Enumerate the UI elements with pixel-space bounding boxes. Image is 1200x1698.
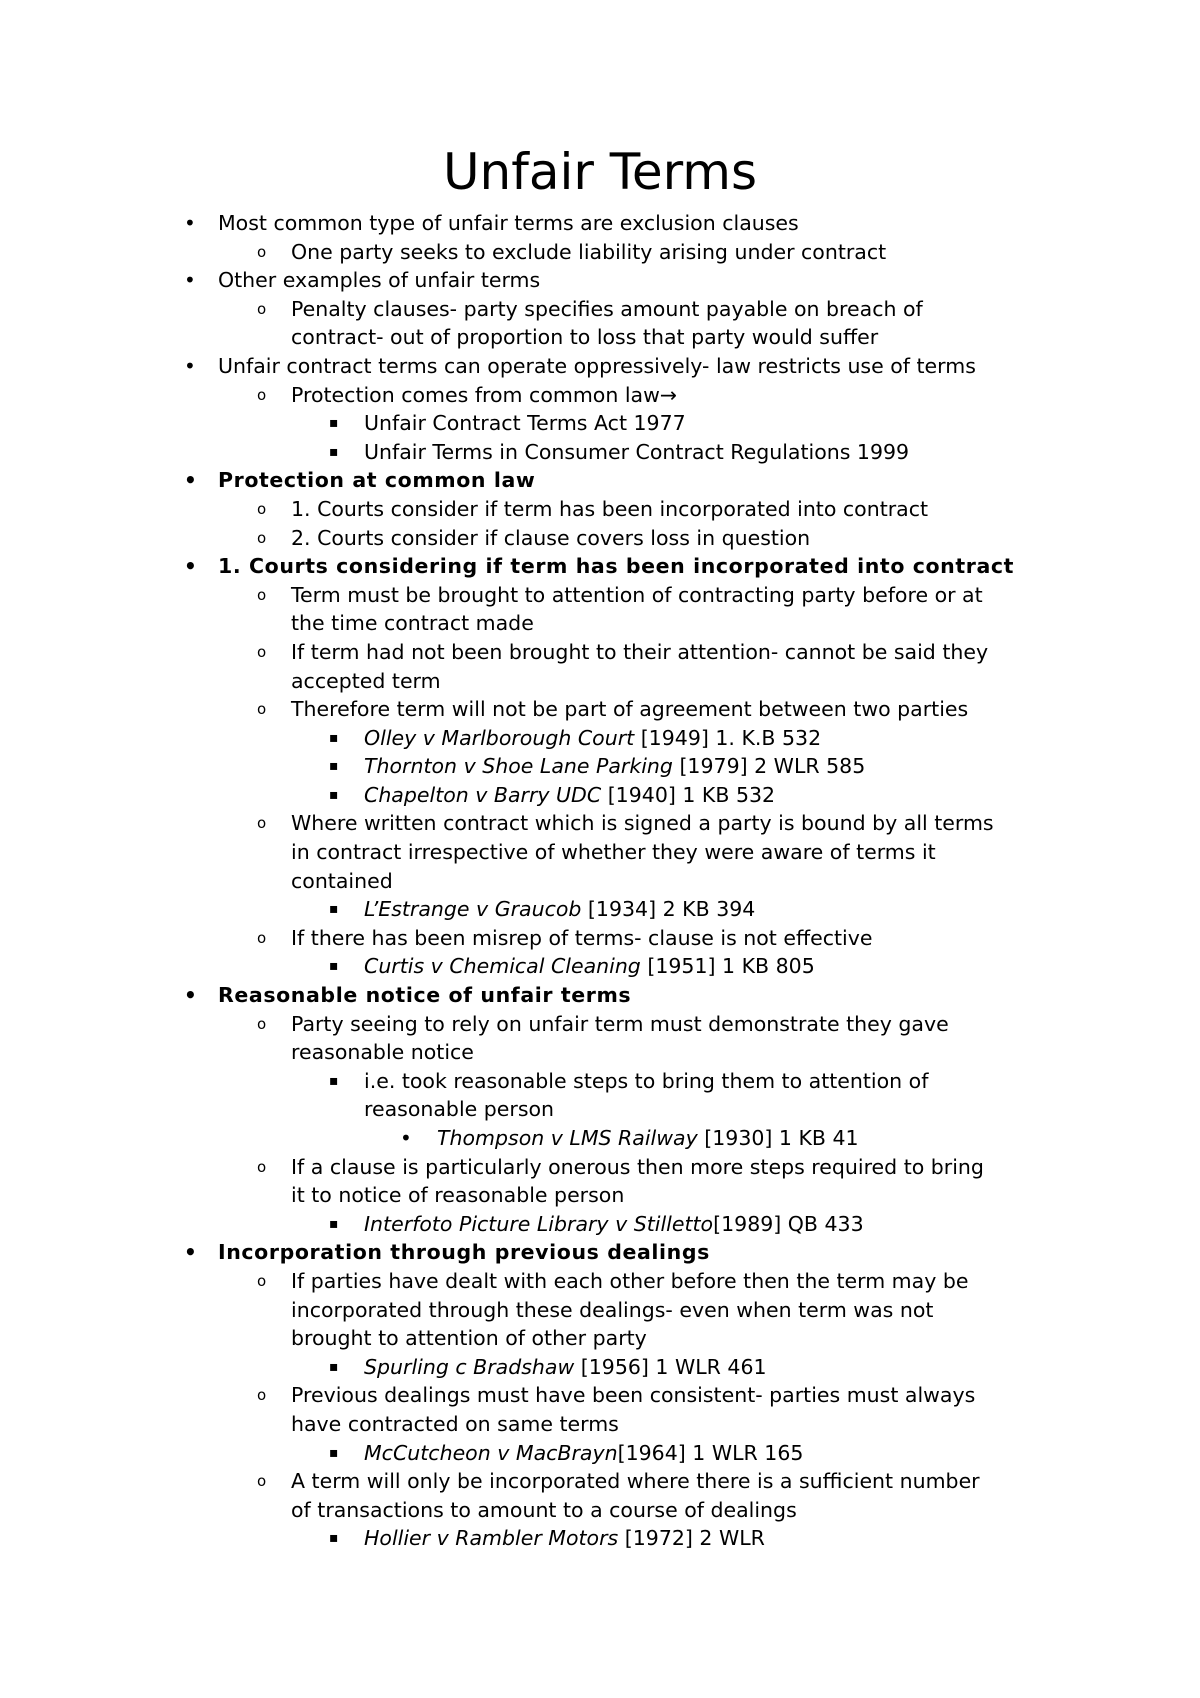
list-item [0,381,1200,410]
case-citation: [1979] 2 WLR 585 [672,754,866,779]
bullet-marker: o [257,1157,267,1176]
item-text: have contracted on same terms [291,1411,619,1436]
item-text: brought to attention of other party [291,1326,647,1351]
list-item [0,1067,1200,1124]
bullet-marker: • [184,353,196,378]
case-name: Chapelton v Barry UDC [364,782,602,807]
item-text: Previous dealings must have been consistent- parties must always [291,1383,976,1408]
bullet-marker: o [257,242,267,261]
bullet-marker: ▪ [329,1530,339,1547]
item-text: accepted term [291,668,441,693]
case-name: L’Estrange v Graucob [364,897,582,922]
list-item [0,1124,1200,1153]
bullet-marker: o [257,1472,267,1491]
bullet-marker: ▪ [329,415,339,432]
bullet-marker: ▪ [329,729,339,746]
item-text: incorporated through these dealings- even when term was not [291,1297,934,1322]
bullet-marker: o [257,585,267,604]
item-text: Penalty clauses- party specifies amount payable on breach of [291,296,923,321]
bullet-marker: o [257,499,267,518]
list-item [0,952,1200,981]
bullet-marker: o [257,1271,267,1290]
item-text: Unfair Contract Terms Act 1977 [364,411,686,436]
bullet-marker: ▪ [329,958,339,975]
list-item [0,1210,1200,1239]
bullet-marker: o [257,700,267,719]
list-item [0,1524,1200,1553]
case-citation: [1940] 1 KB 532 [601,782,776,807]
list-item [0,524,1200,553]
list-item [0,981,1200,1010]
item-text: If there has been misrep of terms- clause is not effective [291,925,873,950]
case-name: Thornton v Shoe Lane Parking [364,754,673,779]
item-text: Protection at common law [218,468,536,493]
bullet-marker: ▪ [329,786,339,803]
bullet-marker: • [184,554,198,579]
bullet-marker: • [184,983,198,1008]
item-text: contained [291,868,393,893]
bullet-marker: • [400,1126,412,1150]
list-item [0,752,1200,781]
list-item [0,924,1200,953]
list-item [0,809,1200,895]
item-text: Where written contract which is signed a party is bound by all terms [291,811,994,836]
item-text: i.e. took reasonable steps to bring them to attention of [364,1068,929,1093]
item-text: A term will only be incorporated where there is a sufficient number [291,1469,980,1494]
bullet-marker: • [184,268,196,293]
bullet-marker: ▪ [329,1444,339,1461]
bullet-marker: o [257,642,267,661]
case-citation: [1930] 1 KB 41 [697,1126,859,1150]
item-text: Incorporation through previous dealings [218,1240,710,1265]
case-citation: [1956] 1 WLR 461 [574,1354,767,1379]
bullet-marker: • [184,468,198,493]
list-item [0,695,1200,724]
list-item [0,266,1200,295]
item-text: it to notice of reasonable person [291,1183,625,1208]
list-item [0,581,1200,638]
list-item [0,238,1200,267]
item-text: If parties have dealt with each other before then the term may be [291,1268,969,1293]
item-text: reasonable notice [291,1040,474,1065]
case-name: Curtis v Chemical Cleaning [364,954,641,979]
list-item [0,409,1200,438]
list-item [0,295,1200,352]
page-title: Unfair Terms [442,143,758,201]
bullet-marker: ▪ [329,901,339,918]
list-item [0,466,1200,495]
item-text: 1. Courts consider if term has been incorporated into contract [291,496,929,521]
item-text: If term had not been brought to their attention- cannot be said they [291,639,989,664]
list-item [0,895,1200,924]
item-text: Unfair contract terms can operate oppressively- law restricts use of terms [218,353,976,378]
list-item [0,638,1200,695]
list-item [0,1467,1200,1524]
bullet-marker: o [257,528,267,547]
case-name: Olley v Marlborough Court [364,725,635,750]
case-name: Hollier v Rambler Motors [364,1526,619,1551]
bullet-marker: ▪ [329,1072,339,1089]
bullet-marker: ▪ [329,443,339,460]
case-name: McCutcheon v MacBrayn [364,1440,618,1465]
list-item [0,781,1200,810]
bullet-marker: o [257,1014,267,1033]
bullet-marker: ▪ [329,1215,339,1232]
item-text: If a clause is particularly onerous then more steps required to bring [291,1154,984,1179]
list-item [0,1381,1200,1438]
item-text: Term must be brought to attention of contracting party before or at [291,582,983,607]
list-item [0,1353,1200,1382]
item-text: Protection comes from common law→ [291,382,678,407]
bullet-marker: • [184,1240,198,1265]
item-text: Other examples of unfair terms [218,268,541,293]
item-text: of transactions to amount to a course of dealings [291,1497,797,1522]
bullet-marker: • [184,211,196,235]
item-text: in contract irrespective of whether they were aware of terms it [291,840,936,865]
case-citation: [1964] 1 WLR 165 [617,1440,804,1465]
bullet-marker: ▪ [329,758,339,775]
bullet-marker: o [257,814,267,833]
list-item [0,724,1200,753]
list-item [0,209,1200,238]
item-text: 2. Courts consider if clause covers loss in question [291,525,811,550]
item-text: Party seeing to rely on unfair term must demonstrate they gave [291,1011,949,1036]
case-citation: [1949] 1. K.B 532 [634,725,822,750]
item-text: 1. Courts considering if term has been incorporated into contract [218,554,1015,579]
bullet-marker: ▪ [329,1358,339,1375]
list-item [0,1439,1200,1468]
item-text: Unfair Terms in Consumer Contract Regulations 1999 [364,439,910,464]
bullet-marker: o [257,299,267,318]
notes-list [0,209,1200,1553]
item-text: Therefore term will not be part of agreement between two parties [291,697,969,722]
item-text: contract- out of proportion to loss that party would suffer [291,325,879,350]
bullet-marker: o [257,928,267,947]
item-text: the time contract made [291,611,534,636]
item-text: reasonable person [364,1097,555,1122]
list-item [0,1153,1200,1210]
case-citation: [1989] QB 433 [713,1211,864,1236]
bullet-marker: o [257,1386,267,1405]
list-item [0,552,1200,581]
case-citation: [1951] 1 KB 805 [640,954,815,979]
bullet-marker: o [257,385,267,404]
list-item [0,1267,1200,1353]
case-name: Interfoto Picture Library v Stilletto [364,1211,714,1236]
item-text: Most common type of unfair terms are exclusion clauses [218,211,799,235]
list-item [0,1010,1200,1067]
list-item [0,495,1200,524]
case-name: Spurling c Bradshaw [364,1354,575,1379]
item-text: One party seeks to exclude liability arising under contract [291,239,887,264]
case-citation: [1934] 2 KB 394 [581,897,756,922]
item-text: Reasonable notice of unfair terms [218,983,632,1008]
case-name: Thompson v LMS Railway [437,1126,698,1150]
list-item [0,352,1200,381]
list-item [0,1238,1200,1267]
case-citation: [1972] 2 WLR [618,1526,765,1551]
list-item [0,438,1200,467]
